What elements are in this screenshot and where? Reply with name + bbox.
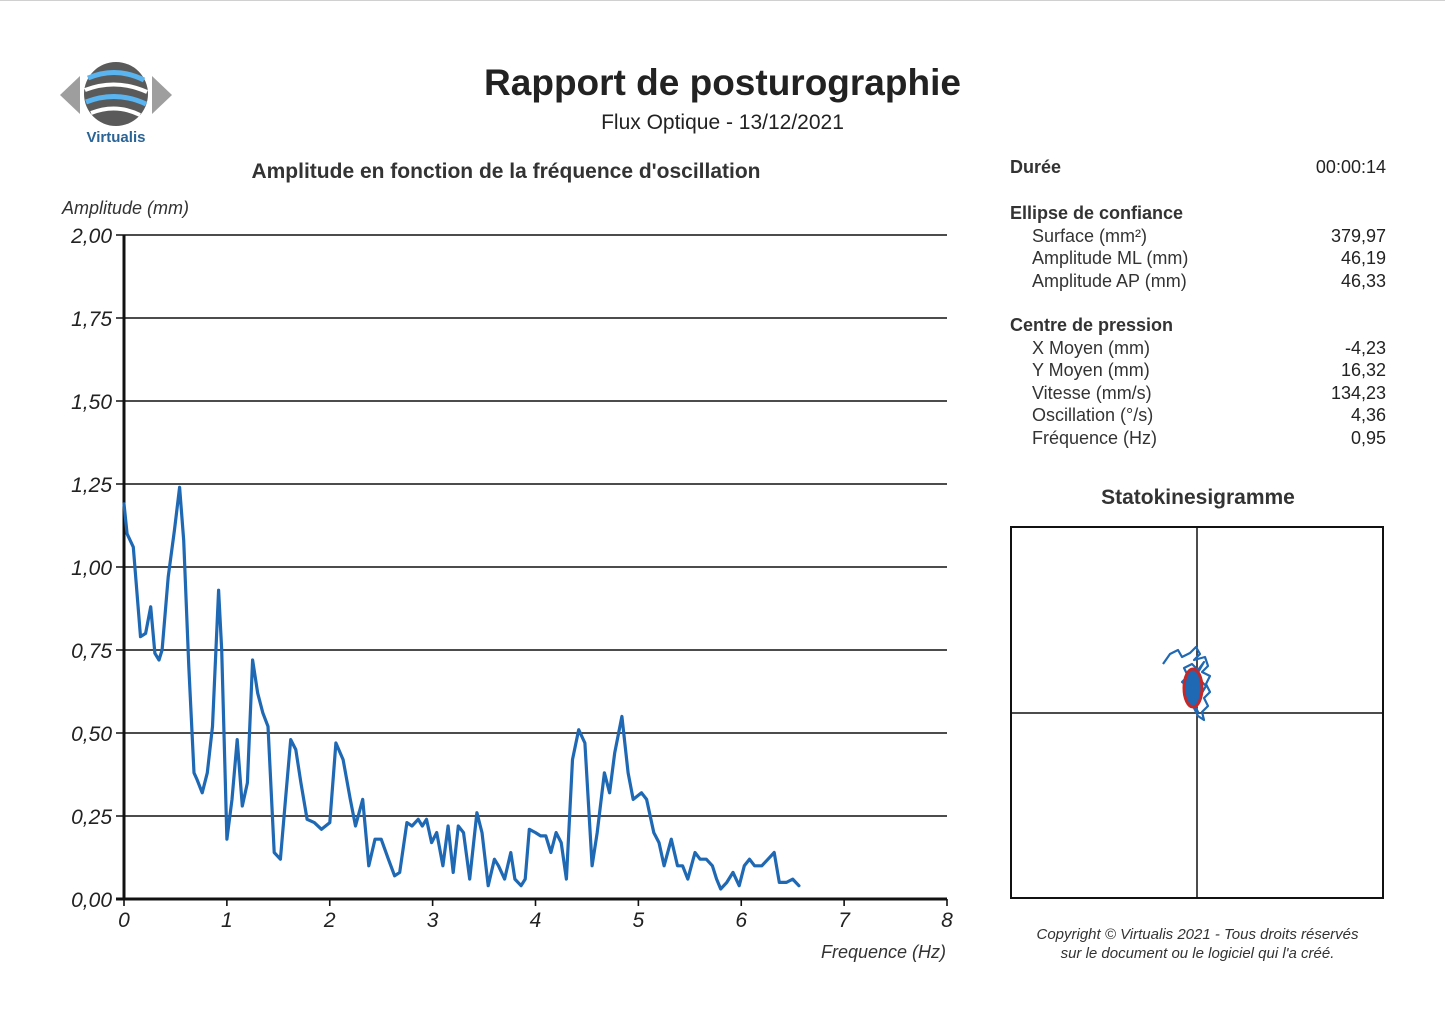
y-tick-label: 0,00 xyxy=(71,889,112,912)
stat-value: 46,19 xyxy=(1340,248,1386,269)
x-axis-label: Frequence (Hz) xyxy=(820,942,946,962)
copyright-line-1: Copyright © Virtualis 2021 - Tous droits réservés xyxy=(1036,926,1359,943)
chart-title: Amplitude en fonction de la fréquence d'oscillation xyxy=(251,160,761,183)
logo-text: Virtualis xyxy=(86,129,146,146)
y-tick-label: 1,25 xyxy=(71,474,112,497)
x-tick-label: 6 xyxy=(735,909,748,932)
stat-label: Amplitude ML (mm) xyxy=(1032,248,1189,269)
y-tick-label: 0,25 xyxy=(71,806,112,829)
stat-label: Surface (mm²) xyxy=(1032,226,1148,246)
stat-value: 379,97 xyxy=(1330,226,1386,246)
ellipse-section xyxy=(1010,201,1386,292)
stat-row xyxy=(1010,382,1386,404)
stat-value: -4,23 xyxy=(1344,338,1386,358)
page-subtitle: Flux Optique - 13/12/2021 xyxy=(601,111,844,134)
stat-row xyxy=(1010,359,1386,381)
x-tick-label: 3 xyxy=(426,909,439,932)
amplitude-series-line xyxy=(124,487,799,889)
copyright-notice xyxy=(1000,925,1395,963)
y-tick-label: 1,75 xyxy=(71,308,112,331)
stat-value: 4,36 xyxy=(1350,405,1386,426)
stat-label: Y Moyen (mm) xyxy=(1032,360,1150,381)
pression-section-title: Centre de pression xyxy=(1010,315,1174,335)
stat-label: X Moyen (mm) xyxy=(1032,338,1151,358)
x-tick-label: 7 xyxy=(838,909,850,932)
page-title: Rapport de posturographie xyxy=(484,62,961,103)
stat-row xyxy=(1010,270,1386,292)
statokinesigramme-plot xyxy=(1010,526,1385,900)
x-tick-label: 1 xyxy=(221,909,233,932)
stat-row xyxy=(1010,225,1386,247)
x-tick-label: 5 xyxy=(632,909,645,932)
stat-label: Fréquence (Hz) xyxy=(1032,427,1158,448)
stato-confidence-ellipse xyxy=(1184,669,1202,707)
y-tick-label: 1,00 xyxy=(71,557,112,580)
y-tick-label: 0,75 xyxy=(71,640,112,663)
stat-row xyxy=(1010,337,1386,359)
x-tick-label: 8 xyxy=(941,909,953,932)
y-tick-label: 0,50 xyxy=(71,723,112,746)
stat-row xyxy=(1010,404,1386,426)
y-tick-label: 1,50 xyxy=(71,391,112,414)
statokinesigramme-title: Statokinesigramme xyxy=(1101,486,1295,509)
y-axis-label: Amplitude (mm) xyxy=(62,198,190,218)
ellipse-section-title: Ellipse de confiance xyxy=(1010,203,1184,223)
x-tick-label: 2 xyxy=(323,909,336,932)
stat-value: 134,23 xyxy=(1330,382,1386,403)
y-tick-label: 2,00 xyxy=(71,225,112,248)
stat-label: Amplitude AP (mm) xyxy=(1032,270,1187,291)
stat-duree xyxy=(1010,156,1386,178)
stat-value: 16,32 xyxy=(1340,360,1386,381)
stat-value: 46,33 xyxy=(1340,270,1386,291)
stat-label: Vitesse (mm/s) xyxy=(1032,382,1152,403)
pression-section xyxy=(1010,313,1386,449)
stat-row xyxy=(1010,247,1386,269)
copyright-line-2: sur le document ou le logiciel qui l'a créé. xyxy=(1060,945,1335,962)
stat-row xyxy=(1010,427,1386,449)
stat-duree-label: Durée xyxy=(1010,157,1062,177)
stat-duree-value: 00:00:14 xyxy=(1315,157,1386,177)
stat-label: Oscillation (°/s) xyxy=(1032,405,1154,426)
x-tick-label: 0 xyxy=(118,909,130,932)
x-tick-label: 4 xyxy=(529,909,542,932)
stat-value: 0,95 xyxy=(1350,427,1386,448)
